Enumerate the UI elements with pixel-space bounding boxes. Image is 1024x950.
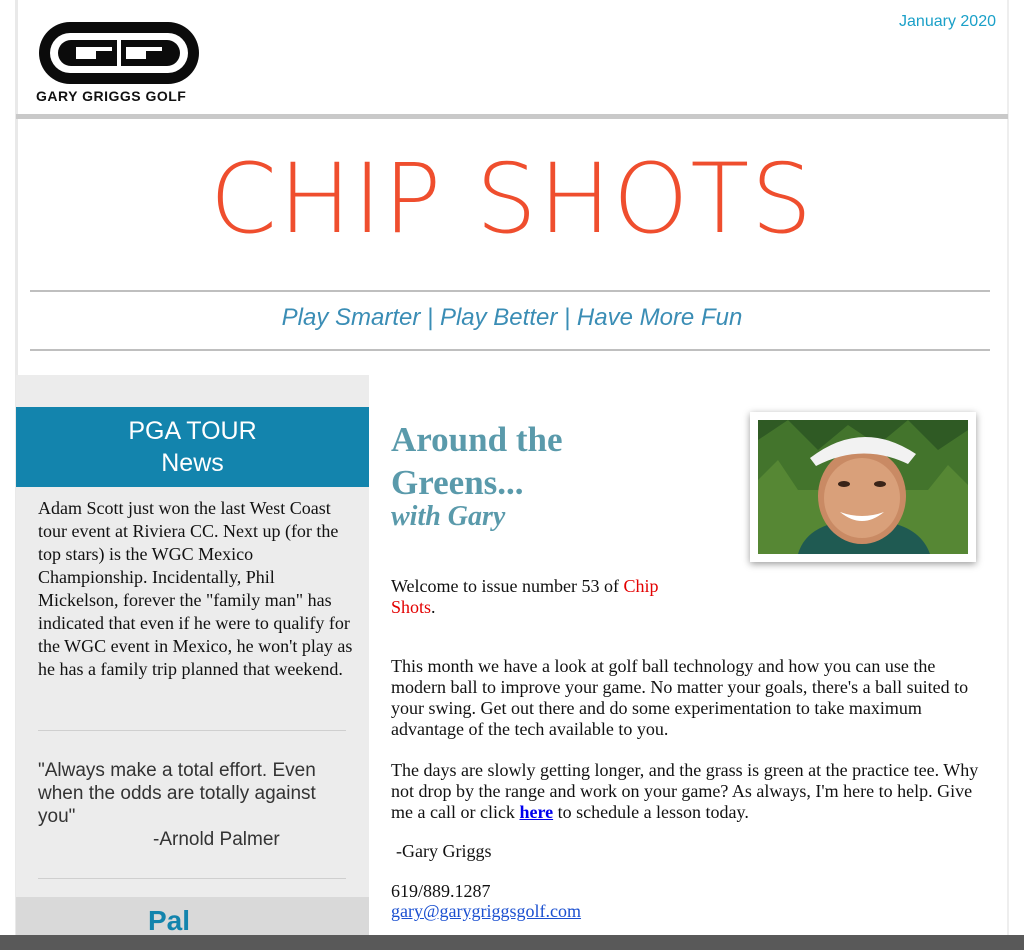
pga-news-text: Adam Scott just won the last West Coast tour event at Riviera CC. Next up (for the top stars) is the WGC Mexico Championship. Incidentally, Phil Mickelson, forever the "family man" has indicated that even if he were to qualify for the WGC event in Mexico, he won't play as he has a family trip planned that weekend. bbox=[38, 498, 353, 679]
window-bottom-bar bbox=[0, 935, 1024, 950]
newsletter-name-part2: Shots bbox=[391, 597, 432, 617]
article-title-line1: Around the bbox=[391, 420, 563, 459]
welcome-suffix: . bbox=[431, 597, 436, 617]
article-title bbox=[391, 418, 562, 504]
brand-name: GARY GRIGGS GOLF bbox=[36, 88, 187, 104]
quote-author: -Arnold Palmer bbox=[153, 829, 280, 850]
tagline-rule-bottom bbox=[30, 349, 990, 351]
welcome-text bbox=[391, 576, 721, 618]
newsletter-name-part1: Chip bbox=[623, 576, 659, 596]
newsletter-title: CHIP SHOTS bbox=[209, 143, 815, 255]
gary-portrait-photo bbox=[750, 412, 976, 562]
article-subtitle: with Gary bbox=[391, 501, 506, 532]
phone-number: 619/889.1287 bbox=[391, 881, 491, 901]
sidebar-heading-line1: PGA TOUR bbox=[128, 417, 257, 445]
intro-paragraph: This month we have a look at golf ball technology and how you can use the modern ball to improve your game. No matter your goals, there's a ball suited to your swing. Get out there and do some experimentation to take maximum advantage of the tech available to you. bbox=[391, 656, 969, 739]
welcome-prefix: Welcome to issue number 53 of bbox=[391, 576, 624, 596]
signature: -Gary Griggs bbox=[396, 841, 492, 861]
schedule-lesson-link[interactable]: here bbox=[519, 802, 554, 822]
article-title-line2: Greens... bbox=[391, 463, 524, 502]
sidebar-heading-line2: News bbox=[161, 449, 224, 477]
sidebar-panel bbox=[16, 375, 369, 935]
sidebar-divider bbox=[38, 878, 346, 879]
lesson-paragraph-end: to schedule a lesson today. bbox=[553, 802, 749, 822]
next-section-heading: Pal bbox=[148, 905, 191, 935]
lesson-paragraph bbox=[391, 760, 991, 823]
tagline-rule-top bbox=[30, 290, 990, 292]
pga-tour-news-heading bbox=[16, 407, 369, 487]
portrait-image bbox=[758, 420, 968, 554]
email-link[interactable]: gary@garygriggsgolf.com bbox=[391, 901, 582, 921]
issue-date: January 2020 bbox=[899, 13, 996, 30]
lesson-paragraph-text: The days are slowly getting longer, and the grass is green at the practice tee. Why not drop by the range and work on your game? As always, I'm here to help. Give me a call or click bbox=[391, 760, 979, 822]
next-section-band bbox=[16, 897, 369, 935]
golf-quote: "Always make a total effort. Even when the odds are totally against you" bbox=[38, 760, 316, 827]
header-divider bbox=[16, 114, 1008, 119]
newsletter-tagline: Play Smarter | Play Better | Have More Fun bbox=[281, 304, 743, 331]
sidebar-divider bbox=[38, 730, 346, 731]
